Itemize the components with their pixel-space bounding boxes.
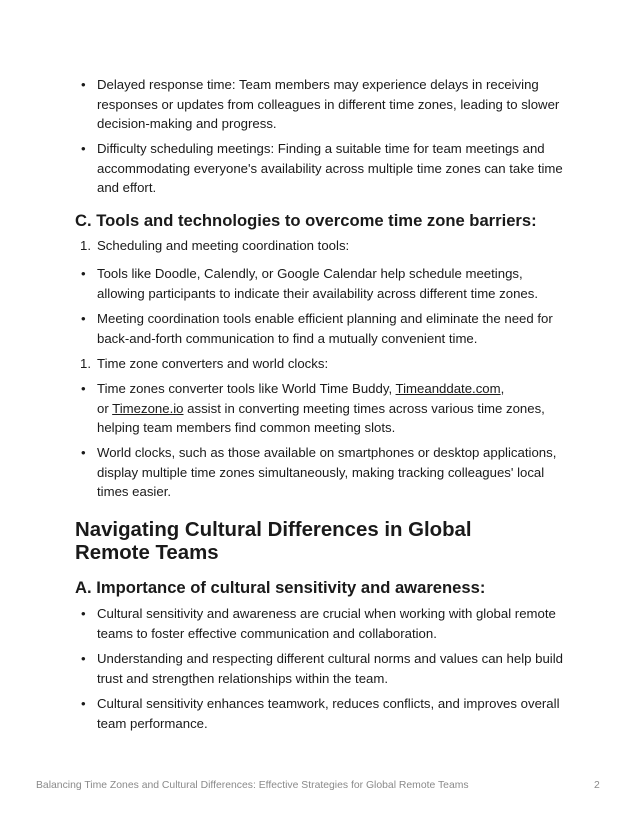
list-item-text: Cultural sensitivity and awareness are crucial when working with global remote teams to foster effective communication and collaboration.	[97, 606, 556, 641]
bullet-marker: •	[81, 311, 86, 326]
section-title-navigating: Navigating Cultural Differences in Global Remote Teams	[75, 519, 472, 564]
list-item-text-comma: ,	[500, 381, 505, 396]
list-item	[81, 604, 567, 643]
numbered-item-text: Time zone converters and world clocks:	[97, 356, 329, 371]
bullet-marker: •	[81, 696, 86, 711]
numbered-item	[80, 236, 567, 256]
section-heading-c: C. Tools and technologies to overcome time zone barriers:	[75, 211, 537, 230]
list-item	[81, 264, 567, 303]
footer-title: Balancing Time Zones and Cultural Differences: Effective Strategies for Global Remote Teams	[36, 780, 469, 791]
number-marker: 1.	[80, 356, 91, 371]
list-item-text-suffix: assist in converting meeting times across various time zones, helping team members find common meeting slots.	[97, 400, 545, 435]
bullet-marker: •	[81, 445, 86, 460]
numbered-item-text: Scheduling and meeting coordination tools:	[97, 238, 350, 253]
list-item	[81, 649, 567, 688]
list-item	[81, 379, 567, 438]
timezone-io-link[interactable]: Timezone.io	[112, 400, 184, 416]
list-item-text-prefix: Time zones converter tools like World Time Buddy,	[97, 381, 396, 396]
list-item-text: World clocks, such as those available on smartphones or desktop applications, display multiple time zones simultaneously, making tracking colleagues' local times easier.	[97, 445, 557, 499]
timeanddate-link[interactable]: Timeanddate.com	[395, 381, 501, 396]
list-item-text: Tools like Doodle, Calendly, or Google Calendar help schedule meetings, allowing participants to indicate their availability across different time zones.	[97, 266, 539, 301]
bullet-marker: •	[81, 381, 86, 396]
list-item-text: Delayed response time: Team members may experience delays in receiving responses or updates from colleagues in different time zones, leading to slower decision-making and progress.	[97, 77, 560, 131]
list-item	[81, 443, 567, 502]
list-item-text-or: or	[97, 400, 113, 416]
bullet-marker: •	[81, 77, 86, 92]
list-item	[81, 694, 567, 733]
page-number: 2	[594, 780, 600, 791]
list-item	[81, 309, 567, 348]
list-item-text: Cultural sensitivity enhances teamwork, reduces conflicts, and improves overall team performance.	[97, 696, 560, 731]
bullet-marker: •	[81, 266, 86, 281]
list-item-text: Meeting coordination tools enable efficient planning and eliminate the need for back-and-forth communication to find a mutually convenient time.	[97, 311, 553, 346]
numbered-item	[80, 354, 567, 374]
number-marker: 1.	[80, 238, 91, 253]
bullet-marker: •	[81, 606, 86, 621]
section-heading-a: A. Importance of cultural sensitivity and awareness:	[75, 578, 486, 597]
list-item	[81, 139, 567, 198]
list-item	[81, 75, 567, 134]
bullet-marker: •	[81, 651, 86, 666]
bullet-marker: •	[81, 141, 86, 156]
list-item-text: Understanding and respecting different cultural norms and values can help build trust and strengthen relationships within the team.	[97, 651, 564, 686]
list-item-text: Difficulty scheduling meetings: Finding a suitable time for team meetings and accommodating everyone's availability across multiple time zones can take time and effort.	[97, 141, 563, 195]
